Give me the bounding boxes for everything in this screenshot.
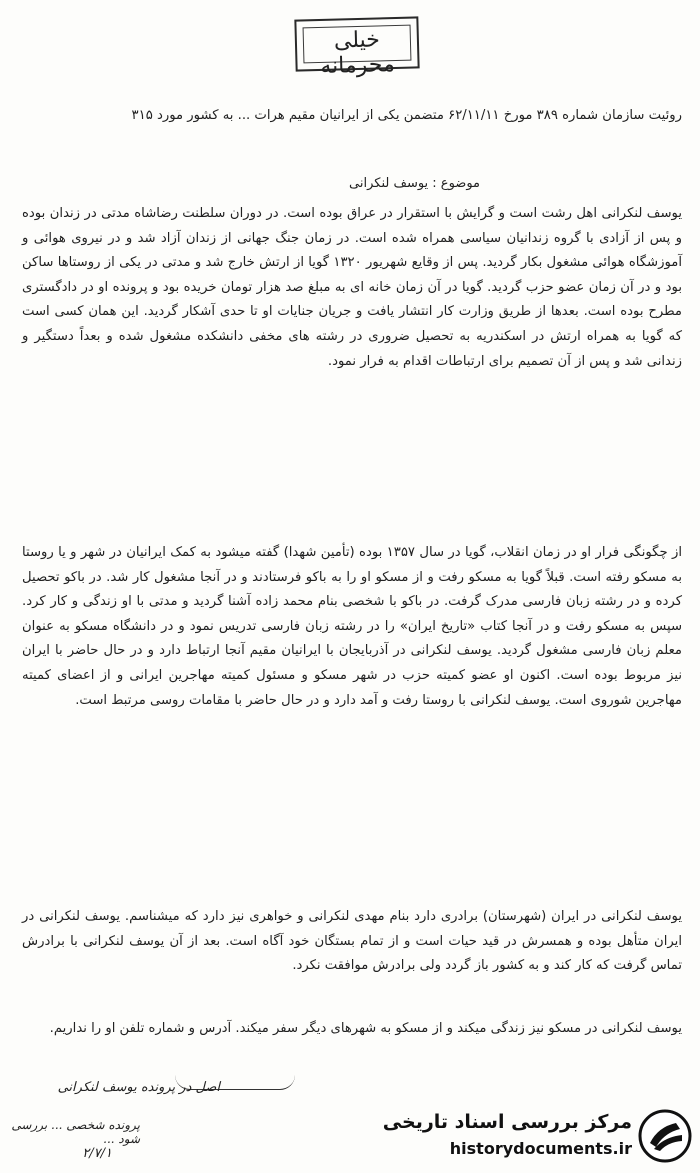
handwritten-note-2: پرونده شخصی ... بررسی شود ... xyxy=(11,1118,140,1146)
handwritten-note-1: اصل در پرونده یوسف لنکرانی xyxy=(57,1080,220,1095)
stamp-text: خیلی محرمانه xyxy=(319,27,396,79)
intro-text: روئیت سازمان شماره ۳۸۹ مورخ ۶۲/۱۱/۱۱ متضمن یکی از ایرانیان مقیم هرات ... به کشور مورد ۳۱۵ xyxy=(131,108,682,123)
paragraph-text: یوسف لنکرانی در مسکو نیز زندگی میکند و از مسکو به شهرهای دیگر سفر میکند. آدرس و شماره تلفن او را نداریم. xyxy=(49,1021,682,1036)
paragraph-text: از چگونگی فرار او در زمان انقلاب، گویا در سال ۱۳۵۷ بوده (تأمین شهدا) گفته میشود به کمک ایرانیان در شهر و یا روستا به مسکو رفته است. قبلاً گویا به مسکو رفت و از مسکو او را به باکو فرستادند و در آنجا مشغول کار شد. در باکو تحصیل کرده و در رشته زبان فارسی مدرک گرفت. در باکو با شخصی بنام محمد زاده آشنا گردید و مدتی با او زندگی و کار کرد. سپس به مسکو رفت و در آنجا کتاب «تاریخ ایران» را در رشته زبان فارسی تدریس نمود و در دانشگاه مسکو به عنوان معلم زبان فارسی مشغول گردید. یوسف لنکرانی در آذربایجان با ایرانیان مقیم آنجا ارتباط دارد و در حال حاضر با ایران نیز مربوط بوده است. اکنون او عضو کمیته حزب در شهر مسکو و مسئول کمیته مهاجرین ایرانی و از اعضای کمیته مهاجرین شوروی است. یوسف لنکرانی با روستا رفت و آمد دارد و در حال حاضر با مقامات روسی مرتبط است. xyxy=(22,545,682,708)
paragraph-2 xyxy=(22,541,682,713)
paragraph-4 xyxy=(22,1017,682,1042)
document-subject: موضوع : یوسف لنکرانی xyxy=(349,176,480,191)
document-intro xyxy=(22,104,682,129)
paragraph-1 xyxy=(22,202,682,374)
paragraph-3 xyxy=(22,905,682,979)
watermark xyxy=(382,1107,692,1165)
classification-stamp xyxy=(294,16,419,79)
handwritten-date: ۲/۷/۱ xyxy=(82,1146,112,1161)
watermark-url: historydocuments.ir xyxy=(449,1139,632,1158)
paragraph-text: یوسف لنکرانی در ایران (شهرستان) برادری دارد بنام مهدی لنکرانی و خواهری نیز دارد که میشناسم. یوسف لنکرانی در ایران متأهل بوده و همسرش در قید حیات است و از تمام بستگان خود آگاه است. بعد از آن یوسف لنکرانی با برادرش تماس گرفت که کار کند و به کشور باز گردد ولی برادرش موافقت نکرد. xyxy=(22,909,682,974)
paragraph-text: یوسف لنکرانی اهل رشت است و گرایش با استقرار در عراق بوده است. در دوران سلطنت رضاشاه مدتی در زندان بوده و پس از آزادی با گروه زندانیان سیاسی همراه شده است. در زمان جنگ جهانی از زندان آزاد شد و در نیروی هوائی و آموزشگاه هوائی مشغول بکار گردید. پس از وقایع شهریور ۱۳۲۰ گویا از ارتش خارج شد و مدتی در یکی از روستاها ساکن بود و در آن زمان عضو حزب گردید. گویا در آن زمان خانه ای به مبلغ صد هزار تومان خریده بود و پرونده او در دادگستری مطرح بوده است. بعدها از طریق وزارت کار انتشار یافت و جریان جنایات او تا حدی آشکار گردید. این همان کسی است که گویا به همراه ارتش در اسکندریه به تحصیل ضروری در رشته های مخفی دانشکده مشغول شده و بعداً دستگیر و زندانی شد و پس از آن تصمیم برای ارتباطات اقدام به فرار نمود. xyxy=(22,206,682,369)
watermark-title: مرکز بررسی اسناد تاریخی xyxy=(382,1111,632,1133)
book-logo-icon xyxy=(638,1109,692,1163)
